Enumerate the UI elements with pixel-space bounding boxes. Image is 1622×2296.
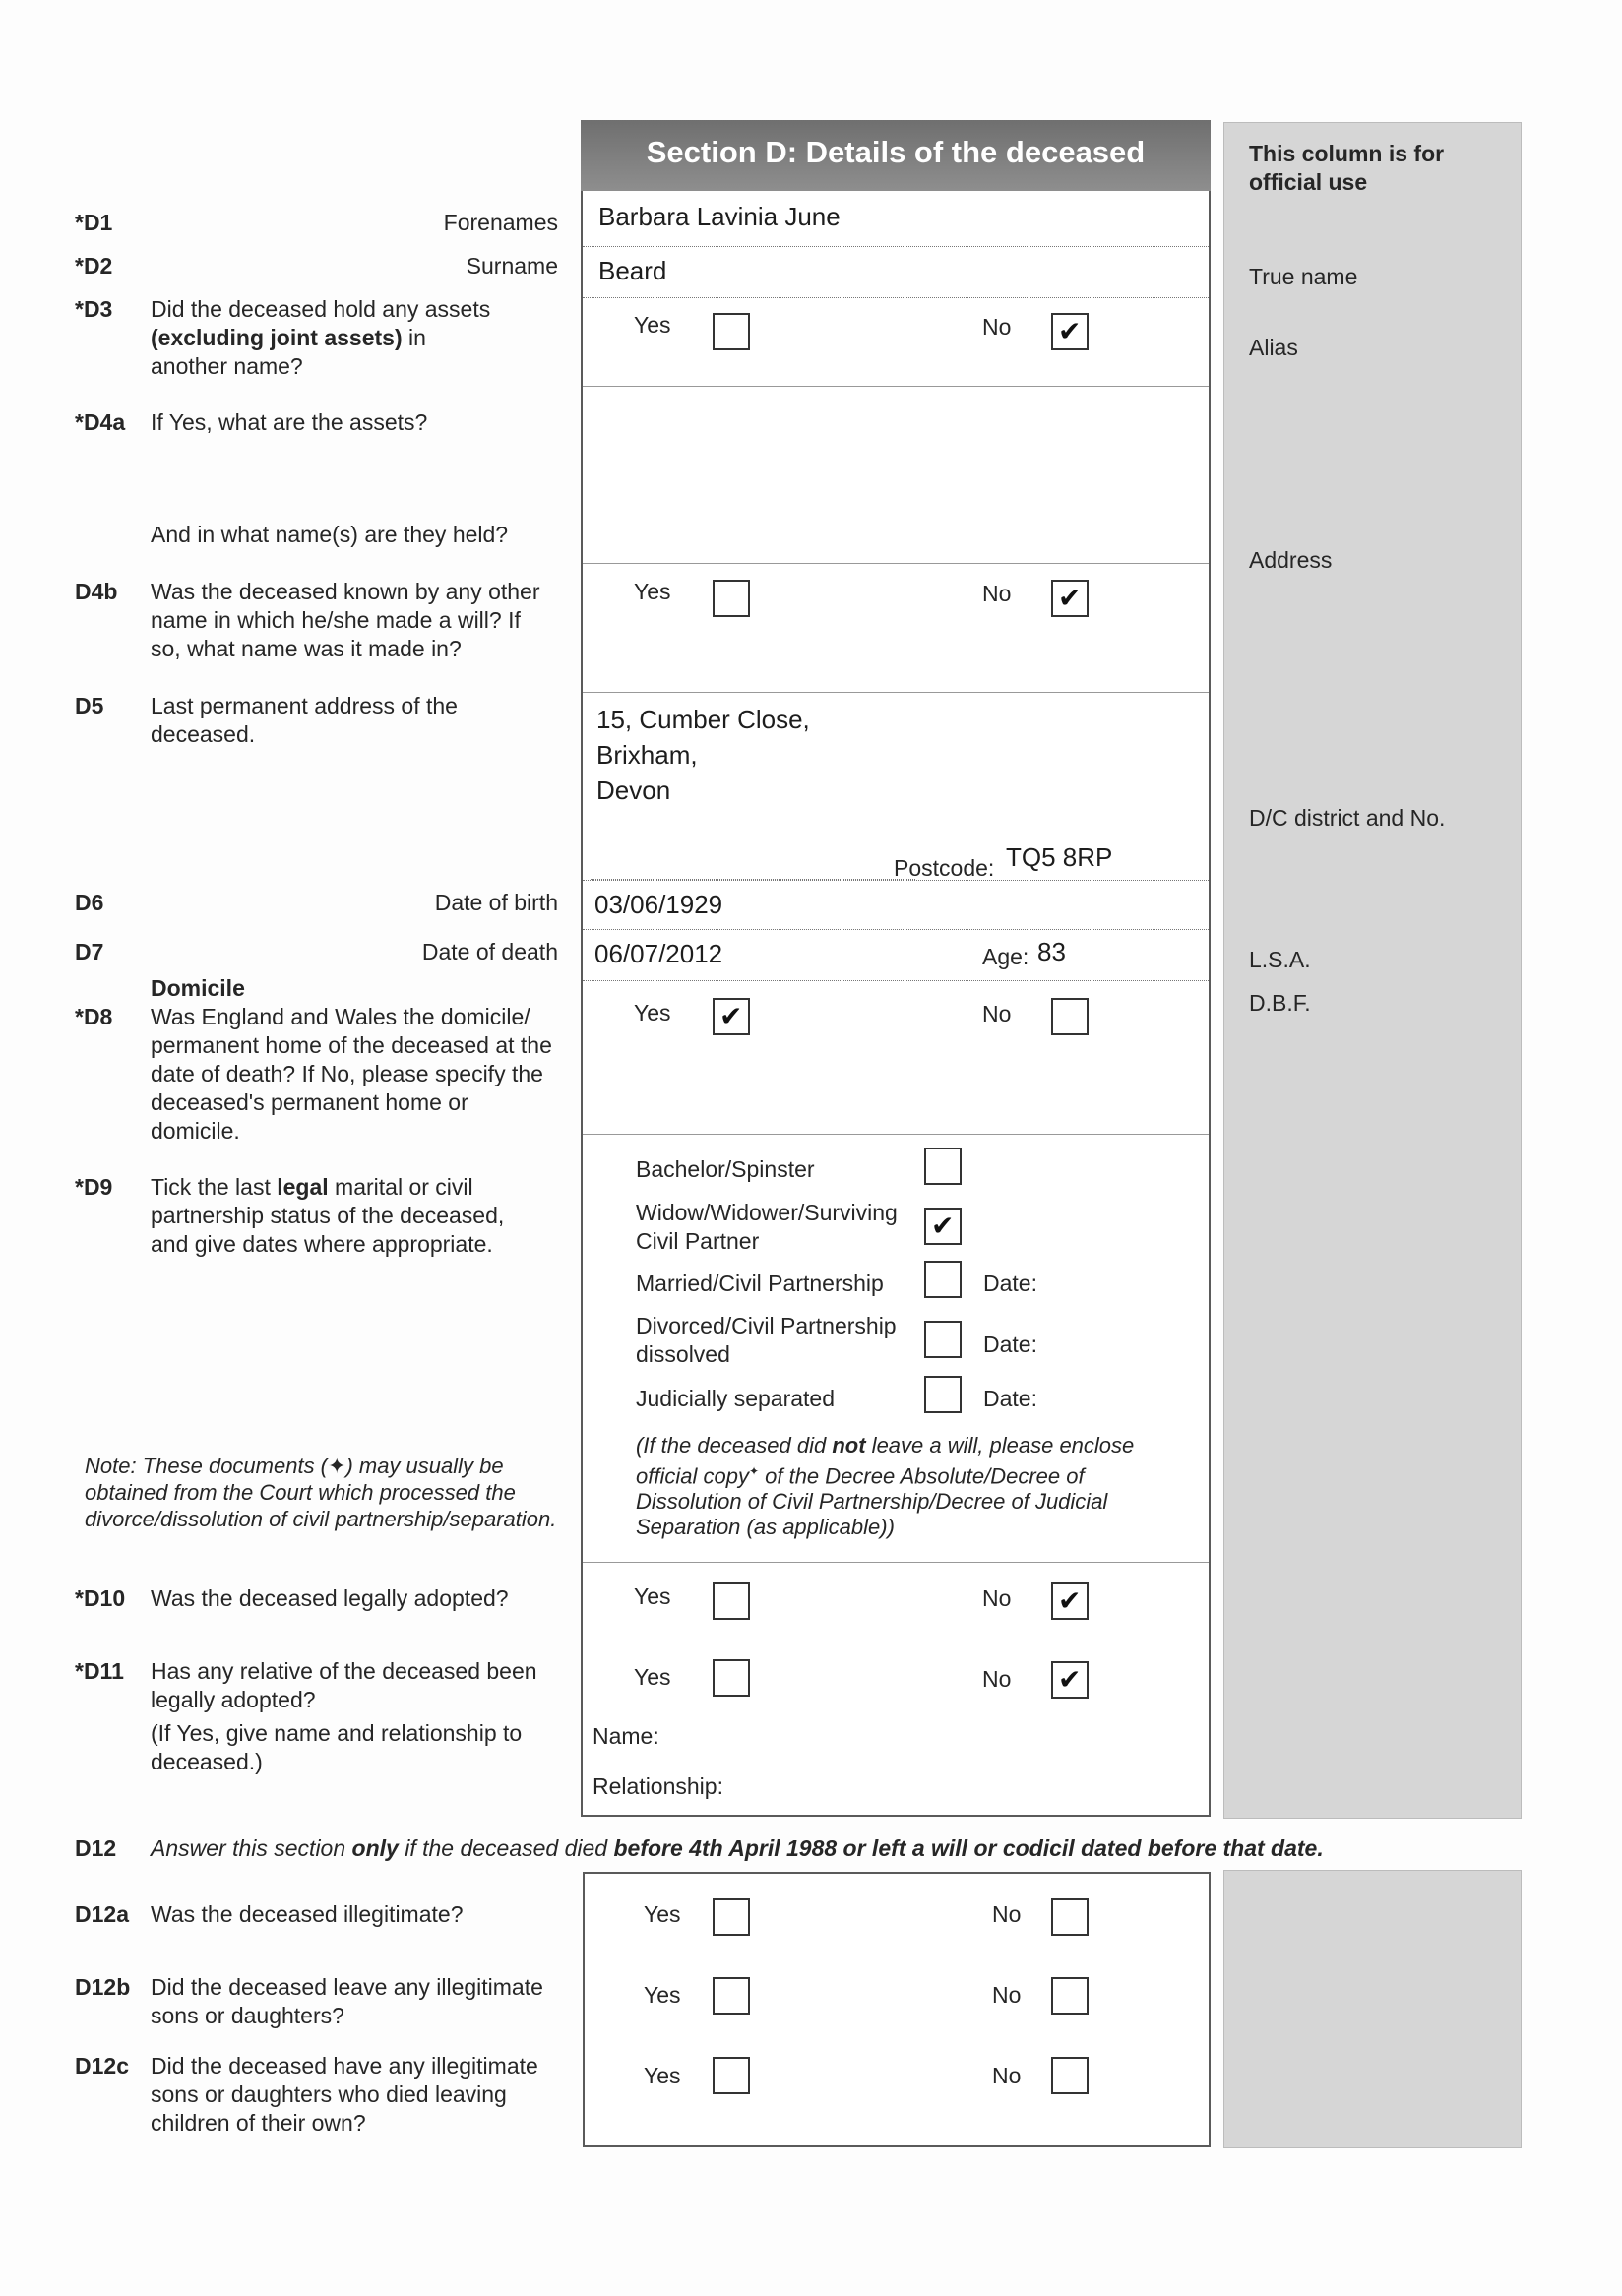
d9-option-married: Married/Civil Partnership	[636, 1271, 884, 1296]
d10-no-checkbox[interactable]	[1051, 1582, 1089, 1620]
d9-separated-date-label: Date:	[983, 1386, 1037, 1411]
official-address: Address	[1249, 547, 1333, 573]
d4a-question: If Yes, what are the assets?	[151, 409, 428, 435]
d9-will-note: (If the deceased did not leave a will, please enclose official copy✦ of the Decree Absolute/Decree of Dissolution of Civil Partnership/Decree of Judicial Separation (as applicable))	[636, 1433, 1135, 1540]
d12a-no-label: No	[992, 1901, 1022, 1927]
d12b-yes-checkbox[interactable]	[713, 1977, 750, 2015]
dod-value[interactable]: 06/07/2012	[594, 939, 723, 968]
d9-option-bachelor: Bachelor/Spinster	[636, 1156, 815, 1182]
d9-option-separated: Judicially separated	[636, 1386, 836, 1411]
d12b-code: D12b	[75, 1974, 131, 2000]
d12c-yes-label: Yes	[644, 2063, 681, 2088]
d3-code: *D3	[75, 296, 113, 322]
d10-code: *D10	[75, 1585, 126, 1611]
surname-label: Surname	[466, 253, 558, 279]
d12b-yes-label: Yes	[644, 1982, 681, 2008]
divider	[583, 297, 1209, 298]
divider	[583, 563, 1209, 564]
divider	[583, 386, 1209, 387]
d12-code: D12	[75, 1835, 117, 1861]
d4b-yes-checkbox[interactable]	[713, 580, 750, 617]
d3-yes-checkbox[interactable]	[713, 313, 750, 350]
d11-code: *D11	[75, 1658, 124, 1684]
dob-label: Date of birth	[434, 890, 558, 915]
d12a-code: D12a	[75, 1901, 129, 1927]
official-lsa: L.S.A.	[1249, 947, 1311, 972]
d12b-no-checkbox[interactable]	[1051, 1977, 1089, 2015]
d5-question: Last permanent address of the deceased.	[151, 693, 458, 747]
official-true-name: True name	[1249, 264, 1358, 289]
divider	[583, 980, 1209, 981]
divider	[583, 246, 1209, 247]
d12b-question: Did the deceased leave any illegitimate sons or daughters?	[151, 1974, 543, 2028]
dob-value[interactable]: 03/06/1929	[594, 890, 723, 919]
d10-question: Was the deceased legally adopted?	[151, 1585, 509, 1611]
official-dbf: D.B.F.	[1249, 990, 1311, 1016]
d9-married-checkbox[interactable]	[924, 1261, 962, 1298]
d12c-no-checkbox[interactable]	[1051, 2057, 1089, 2094]
d11-yes-label: Yes	[634, 1664, 671, 1690]
d10-yes-label: Yes	[634, 1583, 671, 1609]
d3-no-checkbox[interactable]	[1051, 313, 1089, 350]
d9-code: *D9	[75, 1174, 113, 1200]
forenames-value[interactable]: Barbara Lavinia June	[598, 202, 841, 231]
d3-yes-label: Yes	[634, 312, 671, 338]
d12a-no-checkbox[interactable]	[1051, 1898, 1089, 1936]
d8-heading: Domicile	[151, 975, 245, 1001]
d3-no-label: No	[982, 314, 1012, 340]
d9-option-divorced: Divorced/Civil Partnership dissolved	[636, 1313, 897, 1367]
d4a-code: *D4a	[75, 409, 126, 435]
d12-instruction: Answer this section only if the deceased died before 4th April 1988 or left a will or codicil dated before that date.	[151, 1835, 1324, 1861]
d9-question: Tick the last legal marital or civil partnership status of the deceased, and give dates where appropriate.	[151, 1174, 505, 1257]
d7-code: D7	[75, 939, 104, 964]
d12b-no-label: No	[992, 1982, 1022, 2008]
d8-yes-label: Yes	[634, 1000, 671, 1025]
d3-question: Did the deceased hold any assets (excluding joint assets) in another name?	[151, 296, 491, 379]
d9-separated-checkbox[interactable]	[924, 1376, 962, 1413]
d2-code: *D2	[75, 253, 113, 279]
d4b-no-label: No	[982, 581, 1012, 606]
postcode-value[interactable]: TQ5 8RP	[1006, 842, 1113, 872]
d8-no-label: No	[982, 1001, 1012, 1026]
d12a-yes-label: Yes	[644, 1901, 681, 1927]
d11-question-note: (If Yes, give name and relationship to deceased.)	[151, 1720, 523, 1774]
d11-yes-checkbox[interactable]	[713, 1659, 750, 1697]
postcode-underline-left	[591, 879, 915, 880]
d8-no-checkbox[interactable]	[1051, 998, 1089, 1035]
d8-yes-checkbox[interactable]	[713, 998, 750, 1035]
d8-code: *D8	[75, 1004, 113, 1029]
d5-code: D5	[75, 693, 104, 718]
address-value[interactable]: 15, Cumber Close, Brixham, Devon	[596, 705, 810, 805]
divider	[583, 1134, 1209, 1135]
dod-label: Date of death	[421, 939, 558, 964]
d4b-question: Was the deceased known by any other name in which he/she made a will? If so, what name was it made in?	[151, 579, 540, 661]
d8-question: Was England and Wales the domicile/ permanent home of the deceased at the date of death? If No, please specify the deceased's permanent home or domicile.	[151, 1004, 552, 1144]
divider	[583, 1562, 1209, 1563]
official-dc-district: D/C district and No.	[1249, 805, 1446, 831]
divider	[583, 929, 1209, 930]
d9-divorced-date-label: Date:	[983, 1332, 1037, 1357]
documents-note: Note: These documents (✦) may usually be obtained from the Court which processed the divorce/dissolution of civil partnership/separation.	[85, 1454, 557, 1531]
d9-widow-checkbox[interactable]	[924, 1208, 962, 1245]
forenames-label: Forenames	[443, 210, 558, 235]
d12a-yes-checkbox[interactable]	[713, 1898, 750, 1936]
d9-bachelor-checkbox[interactable]	[924, 1148, 962, 1185]
d9-married-date-label: Date:	[983, 1271, 1037, 1296]
age-value[interactable]: 83	[1037, 937, 1066, 966]
d11-no-checkbox[interactable]	[1051, 1661, 1089, 1699]
d6-code: D6	[75, 890, 104, 915]
d4b-no-checkbox[interactable]	[1051, 580, 1089, 617]
d9-option-widow: Widow/Widower/Surviving Civil Partner	[636, 1200, 898, 1254]
postcode-label: Postcode:	[894, 855, 995, 881]
d4a-names-question: And in what name(s) are they held?	[151, 522, 509, 547]
d12c-code: D12c	[75, 2053, 129, 2079]
d4b-yes-label: Yes	[634, 579, 671, 604]
d11-no-label: No	[982, 1666, 1012, 1692]
divider	[583, 692, 1209, 693]
d12c-question: Did the deceased have any illegitimate sons or daughters who died leaving children of their own?	[151, 2053, 538, 2136]
d4b-code: D4b	[75, 579, 118, 604]
d9-divorced-checkbox[interactable]	[924, 1321, 962, 1358]
surname-value[interactable]: Beard	[598, 256, 667, 285]
official-use-column-d12	[1223, 1870, 1522, 2148]
d10-yes-checkbox[interactable]	[713, 1582, 750, 1620]
d12a-question: Was the deceased illegitimate?	[151, 1901, 464, 1927]
d11-relationship-label: Relationship:	[593, 1773, 723, 1799]
d1-code: *D1	[75, 210, 113, 235]
d11-name-label: Name:	[593, 1723, 659, 1749]
official-alias: Alias	[1249, 335, 1298, 360]
official-heading: This column is for official use	[1249, 141, 1445, 195]
section-title: Section D: Details of the deceased	[581, 120, 1211, 191]
age-label: Age:	[982, 944, 1029, 969]
d12c-yes-checkbox[interactable]	[713, 2057, 750, 2094]
d12c-no-label: No	[992, 2063, 1022, 2088]
d11-question: Has any relative of the deceased been legally adopted?	[151, 1658, 537, 1712]
d10-no-label: No	[982, 1585, 1012, 1611]
